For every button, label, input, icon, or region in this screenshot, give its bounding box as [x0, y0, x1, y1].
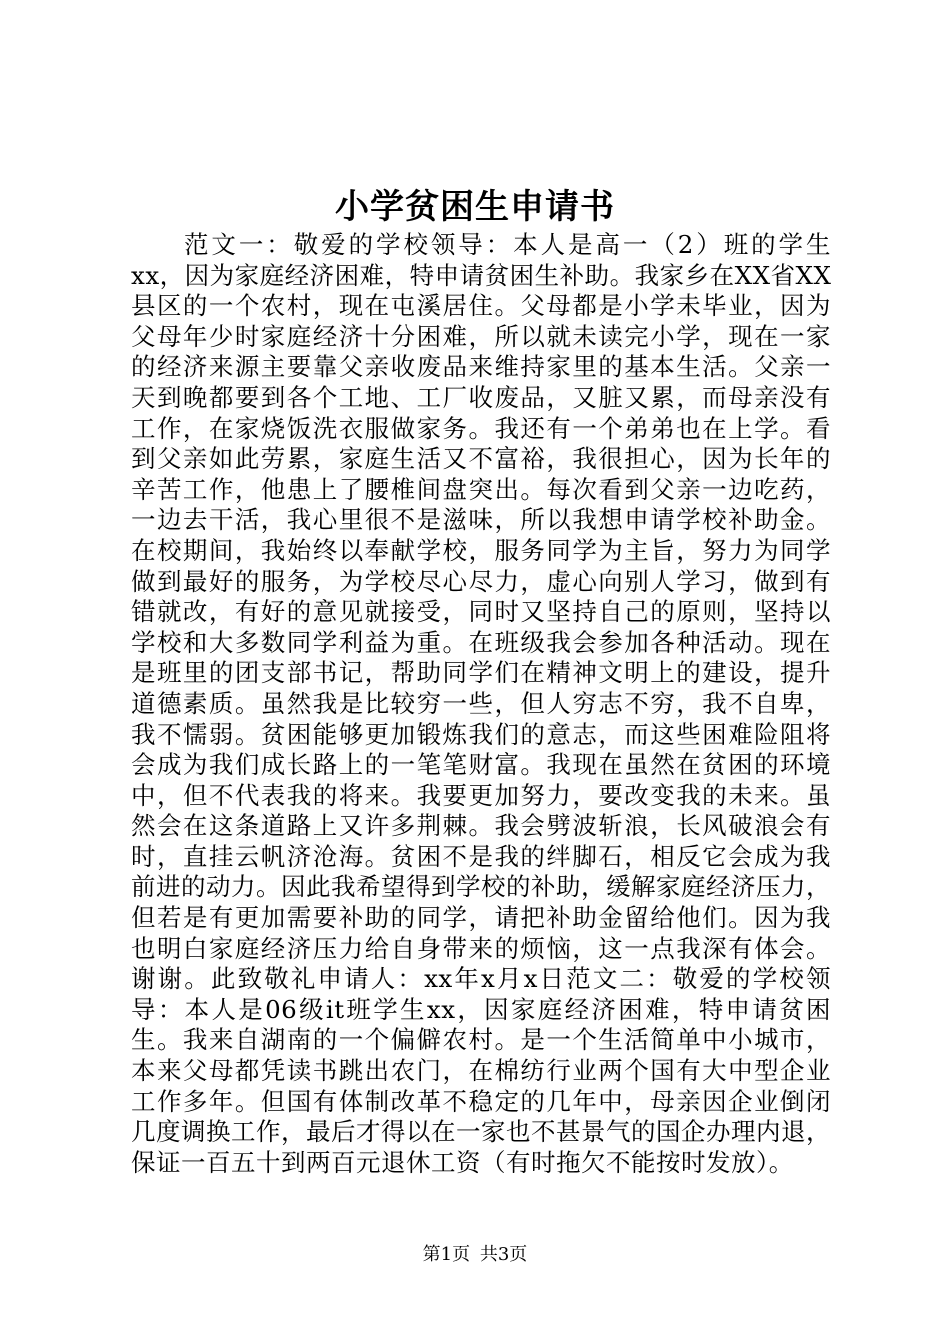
body-line: 谢谢。此致敬礼申请人：xx年x月x日范文二：敬爱的学校领	[131, 964, 831, 994]
body-line: 中，但不代表我的将来。我要更加努力，要改变我的未来。虽	[131, 780, 831, 810]
body-line: 我不懦弱。贫困能够更加锻炼我们的意志，而这些困难险阻将	[131, 719, 831, 749]
body-line: 是班里的团支部书记，帮助同学们在精神文明上的建设，提升	[131, 658, 831, 688]
body-line: 本来父母都凭读书跳出农门，在棉纺行业两个国有大中型企业	[131, 1056, 831, 1086]
page-number-footer: 第1页 共3页	[422, 1244, 528, 1265]
body-line: 会成为我们成长路上的一笔笔财富。我现在虽然在贫困的环境	[131, 750, 831, 780]
body-line: 道德素质。虽然我是比较穷一些，但人穷志不穷，我不自卑，	[131, 688, 831, 718]
document-body	[131, 230, 831, 1178]
body-line: 保证一百五十到两百元退休工资（有时拖欠不能按时发放）。	[131, 1147, 794, 1177]
body-line: 几度调换工作，最后才得以在一家也不甚景气的国企办理内退，	[131, 1117, 831, 1147]
body-line: 一边去干活，我心里很不是滋味，所以我想申请学校补助金。	[131, 505, 831, 535]
body-line: 父母年少时家庭经济十分困难，所以就未读完小学，现在一家	[131, 321, 831, 351]
body-line: 在校期间，我始终以奉献学校，服务同学为主旨，努力为同学	[131, 535, 831, 565]
body-line: 辛苦工作，他患上了腰椎间盘突出。每次看到父亲一边吃药，	[131, 474, 831, 504]
body-line: 天到晚都要到各个工地、工厂收废品，又脏又累，而母亲没有	[131, 382, 831, 412]
body-line: 做到最好的服务，为学校尽心尽力，虚心向别人学习，做到有	[131, 566, 831, 596]
document-title: 小学贫困生申请书	[335, 187, 615, 227]
body-line: 的经济来源主要靠父亲收废品来维持家里的基本生活。父亲一	[131, 352, 831, 382]
body-line: 到父亲如此劳累，家庭生活又不富裕，我很担心，因为长年的	[131, 444, 831, 474]
body-line: 工作，在家烧饭洗衣服做家务。我还有一个弟弟也在上学。看	[131, 413, 831, 443]
body-line: 错就改，有好的意见就接受，同时又坚持自己的原则，坚持以	[131, 597, 831, 627]
body-line: 时，直挂云帆济沧海。贫困不是我的绊脚石，相反它会成为我	[131, 841, 831, 871]
body-line: 也明白家庭经济压力给自身带来的烦恼，这一点我深有体会。	[131, 933, 831, 963]
body-line: 县区的一个农村，现在屯溪居住。父母都是小学未毕业，因为	[131, 291, 831, 321]
body-line: 学校和大多数同学利益为重。在班级我会参加各种活动。现在	[131, 627, 831, 657]
body-line: 导：本人是06级it班学生xx，因家庭经济困难，特申请贫困	[131, 994, 831, 1024]
body-line: 然会在这条道路上又许多荆棘。我会劈波斩浪，长风破浪会有	[131, 811, 831, 841]
body-line: 但若是有更加需要补助的同学，请把补助金留给他们。因为我	[131, 903, 831, 933]
body-line: 生。我来自湖南的一个偏僻农村。是一个生活简单中小城市，	[131, 1025, 831, 1055]
body-line: 工作多年。但国有体制改革不稳定的几年中，母亲因企业倒闭	[131, 1086, 831, 1116]
body-line: xx，因为家庭经济困难，特申请贫困生补助。我家乡在XX省XX	[131, 260, 832, 290]
body-line: 前进的动力。因此我希望得到学校的补助，缓解家庭经济压力，	[131, 872, 831, 902]
body-line: 范文一：敬爱的学校领导：本人是高一（2）班的学生	[184, 230, 831, 259]
